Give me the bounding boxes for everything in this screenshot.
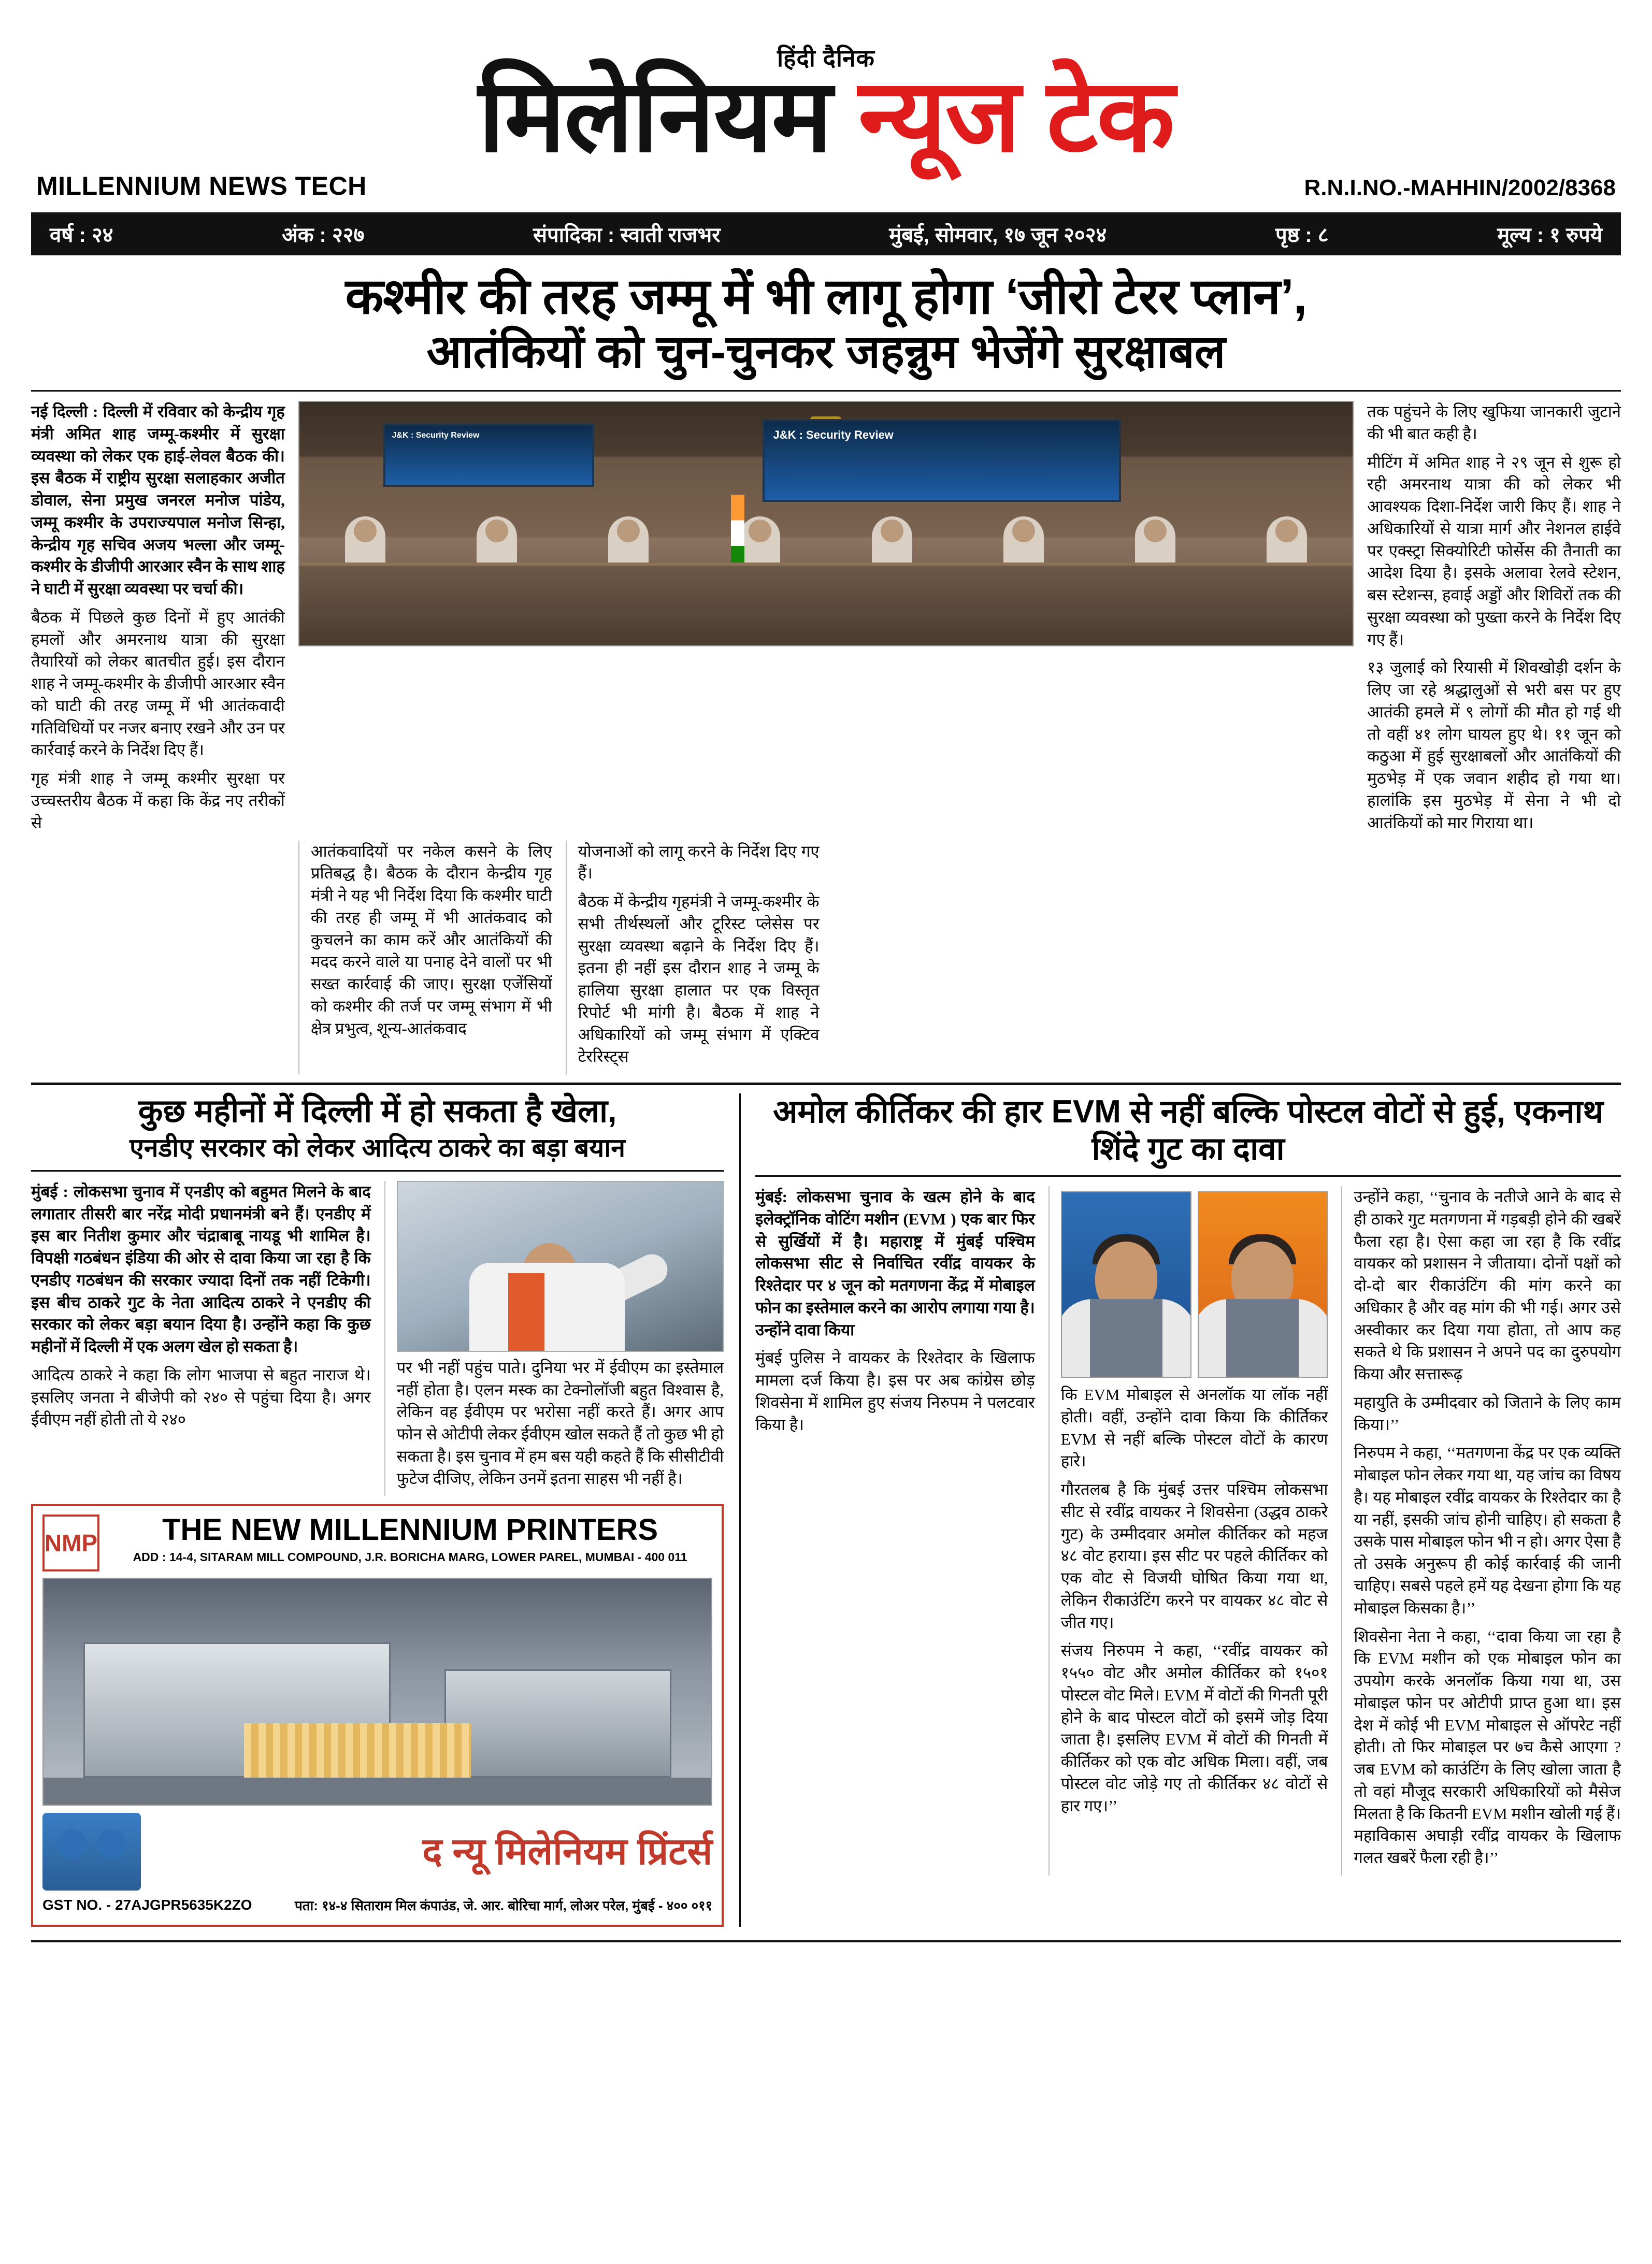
masthead-subtitle: हिंदी दैनिक bbox=[777, 45, 875, 71]
lead-headline-line-1: कश्मीर की तरह जम्मू में भी लागू होगा ‘जीरो टेरर प्लान’, bbox=[345, 268, 1307, 324]
story-right-para-4: गौरतलब है कि मुंबई उत्तर पश्चिम लोकसभा सीट से रवींद्र वायकर ने शिवसेना (उद्धव ठाकरे गुट) के उम्मीदवार अमोल कीर्तिकर को महज ४८ वोट हराया। इस सीट पर पहले कीर्तिकर को एक वोट से विजयी घोषित किया गया था, लेकिन रीकाउंटिंग करने पर वायकर ४८ वोट से जीत गए। bbox=[1060, 1480, 1328, 1632]
issue-info-bar bbox=[31, 212, 1621, 255]
ad-address-hindi: पता: १४-४ सिताराम मिल कंपाउंड, जे. आर. बोरिचा मार्ग, लोअर परेल, मुंबई - ४०० ०११ bbox=[294, 1898, 713, 1914]
lead-para-5: योजनाओं को लागू करने के निर्देश दिए गए हैं। bbox=[578, 842, 820, 883]
story-left-col-2 bbox=[384, 1181, 724, 1496]
lead-col-1 bbox=[31, 401, 285, 841]
info-issue: अंक : २२७ bbox=[282, 223, 365, 247]
story-left-para-1: मुंबई : लोकसभा चुनाव में एनडीए को बहुमत मिलने के बाद लगातार तीसरी बार नरेंद्र मोदी प्रधानमंत्री बने हैं। एनडीए में इस बार नितीश कुमार और चंद्राबाबू नायडू भी शामिल है। विपक्षी गठबंधन इंडिया की ओर से दावा किया जा रहा है कि एनडीए गठबंधन की सरकार ज्यादा दिनों तक नहीं टिकेगी। इस बीच ठाकरे गुट के नेता आदित्य ठाकरे ने एनडीए की सरकार को लेकर बड़ा बयान दिया है। उन्होंने कहा कि कुछ महीनों में दिल्ली में एक अलग खेल हो सकता है। bbox=[31, 1182, 371, 1356]
lead-col-3 bbox=[566, 841, 820, 1075]
divider-story-right bbox=[755, 1175, 1621, 1177]
security-review-meeting-photo bbox=[299, 402, 1353, 645]
story-left-headline-sub: एनडीए सरकार को लेकर आदित्य ठाकरे का बड़ा बयान bbox=[130, 1133, 625, 1162]
lead-para-2: बैठक में पिछले कुछ दिनों में हुए आतंकी हमलों और अमरनाथ यात्रा की सुरक्षा तैयारियों को लेकर बातचीत हुई। इस दौरान शाह ने जम्मू-कश्मीर के डीजीपी आरआर स्वैन को घाटी की तरह जम्मू में भी आतंकवादी गतिविधियों पर नजर बनाए रखने और उन पर कार्रवाई करने के निर्देश दिए हैं। bbox=[31, 608, 285, 759]
indian-flag-icon bbox=[731, 495, 744, 572]
story-left-columns bbox=[31, 1181, 724, 1496]
candidate-portraits bbox=[1061, 1191, 1328, 1378]
story-left-para-2: आदित्य ठाकरे ने कहा कि लोग भाजपा से बहुत नाराज थे। इसलिए जनता ने बीजेपी को २४० से पहुंचा दिया है। अगर ईवीएम नहीं होती तो ये २४० bbox=[31, 1365, 371, 1429]
lead-para-4: आतंकवादियों पर नकेल कसने के लिए प्रतिबद्ध है। बैठक के दौरान केन्द्रीय गृह मंत्री ने यह भी निर्देश दिया कि कश्मीर घाटी की तरह ही जम्मू में भी आतंकवाद को कुचलने का काम करें और आतंकियों की मदद करने वाले या पनाह देने वालों पर भी सख्त कार्रवाई की जाए। सुरक्षा एजेंसियों को कश्मीर की तर्ज पर जम्मू संभाग में भी क्षेत्र प्रभुत्व, शून्य-आतंकवाद bbox=[310, 842, 552, 1037]
printing-machine-secondary-icon bbox=[444, 1669, 671, 1778]
lead-col-2 bbox=[298, 841, 552, 1075]
story-right-para-8: निरुपम ने कहा, ‘‘मतगणना केंद्र पर एक व्यक्ति मोबाइल फोन लेकर गया था, यह जांच का विषय है। यह मोबाइल रवींद्र वायकर के रिश्तेदार का है या नहीं, इसकी जांच होनी चाहिए। हो सकता है उसके पास मोबाइल फोन भी न हो। अगर ऐसा है तो उसके अनुरूप ही कोई कार्रवाई की जानी चाहिए। सबसे पहले हमें यह देखना होगा कि यह मोबाइल किसका है।’’ bbox=[1354, 1444, 1621, 1617]
masthead-title-hindi-black: मिलेनियम bbox=[478, 59, 831, 172]
speaker-shawl bbox=[508, 1273, 544, 1351]
lead-col-6 bbox=[1367, 401, 1621, 841]
press-machine-graphic-icon bbox=[42, 1813, 141, 1891]
printing-press-photo bbox=[42, 1578, 712, 1806]
projection-screen-left-icon bbox=[383, 424, 594, 487]
story-evm-postal-votes bbox=[739, 1093, 1621, 1927]
lead-story-grid bbox=[31, 401, 1621, 1074]
advertisement-new-millennium-printers bbox=[31, 1504, 724, 1927]
page-bottom-divider bbox=[31, 1940, 1621, 1942]
story-left-para-3: पर भी नहीं पहुंच पाते। दुनिया भर में ईवीएम का इस्तेमाल नहीं होता है। एलन मस्क का टेक्नोलॉजी बहुत विश्वास है, लेकिन वह ईवीएम पर भरोसा नहीं करते हैं। अगर आप फोन से ओटीपी लेकर ईवीएम खोल सकते हैं तो कुछ भी हो सकता है। इस चुनाव में हम बस यही कहते हैं कि सीसीटीवी फुटेज दीजिए, लेकिन उनमें इतना साहस भी नहीं है। bbox=[396, 1358, 724, 1488]
lead-para-8: मीटिंग में अमित शाह ने २९ जून से शुरू हो रही अमरनाथ यात्रा की को लेकर भी आवश्यक दिशा-निर्देश जारी किए हैं। शाह ने अधिकारियों से यात्रा मार्ग और नेशनल हाईवे पर एक्स्ट्रा सिक्योरिटी फोर्सेस की तैनाती का आदेश दिया है। इसके अलावा रेलवे स्टेशन, बस स्टेशन्स, हवाई अड्डों और शिविरों तक की सुरक्षा व्यवस्था को पुख्ता करने के निर्देश दिए गए हैं। bbox=[1367, 453, 1621, 648]
masthead-english-name: MILLENNIUM NEWS TECH bbox=[36, 171, 367, 200]
story-right-para-6: उन्होंने कहा, ‘‘चुनाव के नतीजे आने के बाद से ही ठाकरे गुट मतगणना में गड़बड़ी होने की खबरें फैला रहा है। ऐसा कहा जा रहा है कि रवींद्र वायकर को प्रशासन ने जीताया। दोनों पक्षों को दो-दो बार रीकाउंटिंग की मांग करने का अधिकार है और वह मांग की भी गई। अगर उसे अस्वीकार कर दिया गया होता, तो आप कह सकते थे कि प्रशासन ने अपने पद का दुरुपयोग किया और सत्तारूढ़ bbox=[1354, 1187, 1621, 1383]
story-right-para-9: शिवसेना नेता ने कहा, ‘‘दावा किया जा रहा है कि EVM मशीन को एक मोबाइल फोन का उपयोग करके अनलॉक किया गया था, उस मोबाइल फोन पर ओटीपी प्राप्त हुआ था। इस देश में कोई भी EVM मोबाइल से ऑपरेट नहीं होती। तो फिर मोबाइल पर ७च कैसे आएगा ? जब EVM को काउंटिंग के लिए खोला जाता है तो वहां मौजूद सरकारी अधिकारियों को मैसेज मिलता है कि कितनी EVM मशीन खोली गई हैं। महाविकास अघाड़ी रवींद्र वायकर के खिलाफ गलत खबरें फैला रही है।’’ bbox=[1354, 1627, 1621, 1867]
lead-para-6: बैठक में केन्द्रीय गृहमंत्री ने जम्मू-कश्मीर के सभी तीर्थस्थलों और टूरिस्ट प्लेसेस पर सुरक्षा व्यवस्था बढ़ाने के निर्देश दिए हैं। इतना ही नहीं इस दौरान शाह ने जम्मू के हालिया सुरक्षा हालात पर एक विस्तृत रिपोर्ट भी मांगी है। बैठक में शाह ने अधिकारियों को जम्मू संभाग में एक्टिव टेररिस्ट्स bbox=[578, 892, 820, 1066]
lead-para-3: गृह मंत्री शाह ने जम्मू कश्मीर सुरक्षा पर उच्चस्तरीय बैठक में कहा कि केंद्र नए तरीकों से bbox=[31, 769, 285, 832]
story-right-para-1: मुंबई: लोकसभा चुनाव के खत्म होने के बाद इलेक्ट्रॉनिक वोटिंग मशीन (EVM ) एक बार फिर से सुर्खियों में है। महाराष्ट्र में मुंबई पश्चिम लोकसभा सीट से निर्वाचित रवींद्र वायकर के रिश्तेदार पर ४ जून को मतगणना केंद्र में मोबाइल फोन का इस्तेमाल करने का आरोप लगाया गया है। उन्होंने दावा किया bbox=[755, 1187, 1035, 1339]
ad-title-wrap bbox=[108, 1515, 712, 1564]
ad-title: THE NEW MILLENNIUM PRINTERS bbox=[162, 1513, 658, 1547]
newspaper-stack-icon bbox=[244, 1723, 471, 1782]
story-right-col-2 bbox=[1048, 1186, 1328, 1876]
story-right-para-2: मुंबई पुलिस ने वायकर के रिश्तेदार के खिलाफ मामला दर्ज किया है। इस पर अब कांग्रेस छोड़ शिवसेना में शामिल हुए संजय निरुपम ने पलटवार किया है। bbox=[755, 1349, 1035, 1434]
masthead-row-2 bbox=[31, 171, 1621, 201]
story-right-col-1 bbox=[755, 1186, 1035, 1876]
story-right-col-3 bbox=[1341, 1186, 1621, 1876]
lead-headline-line-2: आतंकियों को चुन-चुनकर जहन्नुम भेजेंगे सुरक्षाबल bbox=[426, 326, 1226, 378]
info-editor: संपादिका : स्वाती राजभर bbox=[533, 223, 721, 247]
lead-para-1: नई दिल्ली : दिल्ली में रविवार को केन्द्रीय गृह मंत्री अमित शाह जम्मू-कश्मीर में सुरक्षा व्यवस्था को लेकर एक हाई-लेवल बैठक की। इस बैठक में राष्ट्रीय सुरक्षा सलाहकार अजीत डोवाल, सेना प्रमुख जनरल मनोज पांडेय, जम्मू कश्मीर के उपराज्यपाल मनोज सिन्हा, केन्द्रीय गृह सचिव अजय भल्ला और जम्मू-कश्मीर के डीजीपी आरआर स्वैन के साथ शाह ने घाटी में सुरक्षा व्यवस्था पर चर्चा की। bbox=[31, 402, 285, 598]
conference-table bbox=[299, 563, 1353, 645]
factory-floor bbox=[44, 1778, 711, 1805]
portrait-vest bbox=[1226, 1299, 1299, 1377]
portrait-amol-kirtikar bbox=[1061, 1191, 1191, 1378]
ad-footer bbox=[42, 1896, 712, 1914]
story-left-col-1 bbox=[31, 1181, 371, 1496]
info-place-date: मुंबई, सोमवार, १७ जून २०२४ bbox=[889, 223, 1107, 247]
ad-gst-number: GST NO. - 27AJGPR5635K2ZO bbox=[42, 1897, 252, 1913]
divider-under-lead-story bbox=[31, 1083, 1621, 1085]
ad-address-english: ADD : 14-4, SITARAM MILL COMPOUND, J.R. BORICHA MARG, LOWER PAREL, MUMBAI - 400 011 bbox=[133, 1550, 687, 1564]
lead-photo-block bbox=[298, 401, 1354, 833]
masthead bbox=[31, 21, 1621, 201]
nmp-logo-icon: NMP bbox=[42, 1515, 99, 1571]
lead-photo-frame bbox=[298, 401, 1354, 646]
divider-story-left bbox=[31, 1170, 724, 1172]
aaditya-thackeray-photo bbox=[397, 1181, 724, 1352]
story-right-para-7: महायुति के उम्मीदवार को जिताने के लिए काम किया।’’ bbox=[1354, 1393, 1621, 1434]
lead-para-9: १३ जुलाई को रियासी में शिवखोड़ी दर्शन के लिए जा रहे श्रद्धालुओं से भरी बस पर हुए आतंकी हमले में ९ लोगों की मौत हो गई थी तो वहीं ४१ लोग घायल हुए थे। ११ जून को कठुआ में हुई सुरक्षाबलों और आतंकियों की मुठभेड़ में एक जवान शहीद हो गया था। हालांकि इस मुठभेड़ में सेना ने भी दो आतंकियों को मार गिराया था। bbox=[1367, 658, 1621, 832]
story-right-columns bbox=[755, 1186, 1621, 1876]
story-aaditya-thackeray bbox=[31, 1093, 724, 1927]
second-deck bbox=[31, 1093, 1621, 1927]
info-pages: पृष्ठ : ८ bbox=[1275, 223, 1329, 247]
projection-screen-right-icon bbox=[763, 419, 1121, 502]
story-left-headline bbox=[31, 1093, 724, 1163]
story-right-para-3: कि EVM मोबाइल से अनलॉक या लॉक नहीं होती। वहीं, उन्होंने दावा किया कि कीर्तिकर EVM से नहीं बल्कि पोस्टल वोटों के कारण हारे। bbox=[1060, 1385, 1328, 1470]
story-right-para-5: संजय निरुपम ने कहा, ‘‘रवींद्र वायकर को १५५० वोट और अमोल कीर्तिकर को १५०१ पोस्टल वोट मिले। EVM में वोटों की गिनती पूरी होने के बाद पोस्टल वोटों को इसमें जोड़ दिया जाता है। इसलिए EVM में वोटों की गिनती में कीर्तिकर को एक वोट अधिक मिला। वहीं, जब पोस्टल वोट जोड़े गए तो कीर्तिकर ४८ वोटों से हार गए।’’ bbox=[1060, 1641, 1328, 1815]
lead-para-7: तक पहुंचने के लिए खुफिया जानकारी जुटाने की भी बात कही है। bbox=[1367, 402, 1621, 443]
info-year: वर्ष : २४ bbox=[50, 223, 113, 247]
divider-under-lead-headline bbox=[31, 390, 1621, 392]
portrait-vest bbox=[1090, 1299, 1162, 1377]
ad-header bbox=[42, 1515, 712, 1571]
portrait-ravindra-waikar bbox=[1198, 1191, 1328, 1378]
speaker-body bbox=[469, 1263, 625, 1351]
masthead-title bbox=[31, 59, 1621, 172]
lead-headline bbox=[31, 255, 1621, 383]
ad-title-hindi: द न्यू मिलेनियम प्रिंटर्स bbox=[422, 1830, 713, 1872]
story-right-headline: अमोल कीर्तिकर की हार EVM से नहीं बल्कि पोस्टल वोटों से हुई, एकनाथ शिंदे गुट का दावा bbox=[773, 1094, 1604, 1167]
masthead-rni-number: R.N.I.NO.-MAHHIN/2002/8368 bbox=[1304, 175, 1616, 200]
story-left-headline-main: कुछ महीनों में दिल्ली में हो सकता है खेला, bbox=[138, 1093, 617, 1130]
masthead-title-hindi-red: न्यूज टेक bbox=[858, 59, 1174, 172]
info-price: मूल्य : १ रुपये bbox=[1497, 223, 1602, 247]
ad-bottom-row bbox=[42, 1813, 712, 1891]
